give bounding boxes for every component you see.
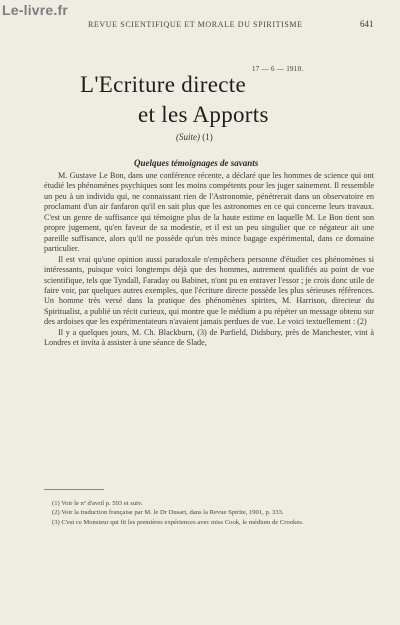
page-number: 641 — [360, 19, 374, 29]
watermark-logo: Le-livre.fr — [2, 2, 68, 18]
running-head: REVUE SCIENTIFIQUE ET MORALE DU SPIRITISME — [88, 20, 303, 29]
subtitle-footnote-ref: (1) — [202, 132, 213, 142]
article-title-line-1: L'Ecriture directe — [80, 72, 246, 97]
paragraph: Il y a quelques jours, M. Ch. Blackburn, (3) de Parfield, Didsbury, près de Manchester, vint à Londres et invita à assister à une séance de Slade, — [44, 327, 374, 348]
paragraph: Il est vrai qu'une opinion aussi paradoxale n'empêchera personne d'étudier ces phénomènes si intéressants, puisque voici longtemps déjà que des hommes, autrement qualifiés au point de vue scientifique, tels que Tyndall, Faraday ou Babinet, n'ont pu en entraver l'essor ; je crois donc utile de faire voir, par quelques autres exemples, que l'écriture directe possède les plus sérieuses références. Un homme très versé dans la pratique des phénomènes spirites, M. Harrison, directeur du Spiritualist, a publié un récit curieux, qui montre que le médium a pu répéter un message obtenu sur des ardoises que les expérimentateurs n'avaient jamais perdues de vue. Le voici textuellement : (2) — [44, 254, 374, 327]
article-date: 17 — 6 — 1910. — [252, 65, 304, 73]
footnote: (1) Voir le nº d'avril p. 593 et suiv. — [52, 500, 143, 507]
footnotes — [52, 499, 372, 527]
footnote-divider — [44, 489, 104, 490]
article-title-line-2: et les Apports — [138, 102, 269, 127]
article-subtitle — [176, 132, 213, 142]
section-heading: Quelques témoignages de savants — [134, 158, 259, 168]
subtitle-suite: (Suite) — [176, 132, 200, 142]
paragraph: M. Gustave Le Bon, dans une conférence récente, a déclaré que les hommes de science qui ont étudié les phénomènes psychiques sont les moins compétents pour les juger sainement. Il ressemble un peu à un individu qui, ne connaissant rien de l'Astronomie, pénétrerait dans un observatoire en proclamant d'un air fanfaron qu'il en sait plus que les astronomes en ce qui concerne leurs travaux. C'est un genre de suffisance qui témoigne plus de la haute estime en laquelle M. Le Bon tient son propre jugement, qu'en faveur de sa modestie, et il est un peu singulier que ce négateur ait une pareille suffisance, alors qu'il ne possède qu'un très mince bagage expérimental, dans ce domaine particulier. — [44, 171, 374, 254]
article-body — [44, 171, 374, 349]
footnote: (2) Voir la traduction française par M. le Dr Dusart, dans la Revue Spirite, 1901, p. 333. — [52, 509, 284, 517]
footnote: (3) C'est ce Monsieur qui fit les premières expériences avec miss Cook, le médium de Crookes. — [52, 518, 304, 526]
